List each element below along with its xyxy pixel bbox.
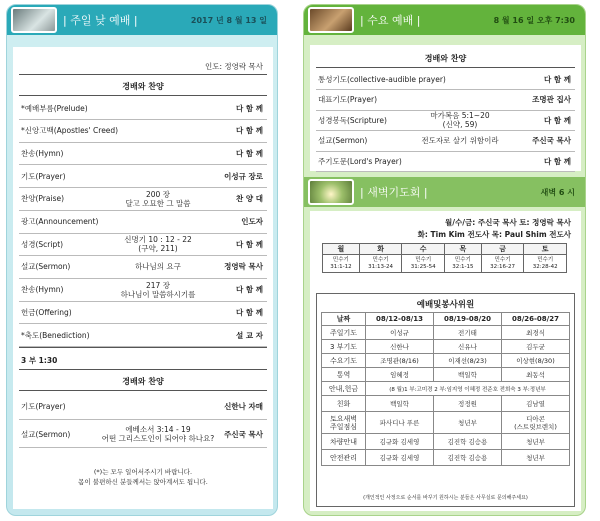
third-service-item-person: 신한나 자매 — [224, 401, 263, 411]
sunday-item-row — [13, 120, 273, 142]
sunday-item-label: 찬송(Hymn) — [21, 285, 64, 295]
sunday-item-row — [13, 97, 273, 119]
reading-cell: 민수기 31:1-12 — [323, 255, 360, 273]
divider — [19, 95, 267, 96]
wednesday-section-title: 경배와 찬양 — [424, 54, 467, 63]
divider — [19, 347, 267, 348]
sunday-header-title: | 주일 낮 예배 | — [63, 14, 138, 27]
sunday-item-row — [13, 324, 273, 346]
sunday-item-person: 다 함 께 — [236, 285, 263, 295]
wooden-cross-thumbnail — [308, 7, 354, 33]
wednesday-item-detail: 마가복음 5:1~20 (신약, 59) — [430, 111, 490, 129]
dawn-header-time: 새벽 6 시 — [540, 187, 575, 197]
section-title: 경배와 찬양 — [122, 82, 164, 91]
volunteer-row — [322, 313, 570, 326]
wednesday-item-label: 주기도문(Lord's Prayer) — [318, 156, 402, 166]
wednesday-item-label: 통성기도(collective-audible prayer) — [318, 74, 446, 84]
third-service-item-person: 주신국 목사 — [224, 429, 263, 439]
sunday-item-label: 찬송(Hymn) — [21, 148, 64, 158]
volunteer-row — [322, 354, 570, 368]
divider — [19, 74, 267, 75]
sunday-item-detail: 217 장 하나님이 말씀하시기를 — [120, 280, 196, 299]
weekday-heading: 금 — [481, 244, 524, 255]
sunday-item-label: 설교(Sermon) — [21, 262, 71, 272]
wednesday-item-person: 다 함 께 — [544, 115, 571, 125]
row-divider — [19, 419, 267, 420]
divider — [316, 67, 575, 68]
sunday-item-person: 이성규 장로 — [224, 171, 263, 181]
weekday-heading: 월 — [323, 244, 360, 255]
volunteer-role: 통역 — [322, 368, 366, 382]
wednesday-item-detail: 전도자로 살기 위함이라 — [421, 136, 499, 145]
volunteer-name: 청년부 — [501, 450, 569, 466]
wednesday-item-person: 다 함 께 — [544, 74, 571, 84]
sunday-item-person: 다 함 께 — [236, 148, 263, 158]
sunday-item-row — [13, 142, 273, 164]
wednesday-item-row — [310, 151, 581, 171]
volunteer-name: 이재선(8/23) — [433, 354, 501, 368]
wednesday-header-date: 8 월 16 일 오후 7:30 — [493, 15, 575, 25]
row-divider — [316, 171, 575, 172]
volunteer-name: 청년부 — [501, 434, 569, 450]
wednesday-header-title: | 수요 예배 | — [360, 14, 421, 27]
volunteer-role: 날짜 — [322, 313, 366, 326]
weekday-services-panel — [303, 4, 586, 516]
sunday-item-row — [13, 301, 273, 323]
volunteer-row — [322, 412, 570, 434]
sunday-item-person: 다 함 께 — [236, 239, 263, 249]
sunday-item-person: 설 교 자 — [236, 330, 263, 340]
volunteer-name: 이상현(8/30) — [501, 354, 569, 368]
third-service-item-row — [13, 421, 273, 447]
sunday-item-person: 다 함 께 — [236, 126, 263, 136]
volunteer-row — [322, 450, 570, 466]
volunteers-footnote: (개인적인 사정으로 순서를 바꾸기 원하시는 분들은 사무실로 문의해주세요) — [363, 495, 528, 501]
volunteer-role: 수요기도 — [322, 354, 366, 368]
sunday-item-row — [13, 188, 273, 210]
third-service-item-detail: 에베소서 3:14 - 19 어떤 그리스도인이 되어야 하나요? — [101, 425, 215, 443]
sunday-item-detail: 신명기 10 : 12 - 22 (구약, 211) — [124, 235, 192, 254]
sunday-order-sheet — [13, 47, 273, 509]
volunteer-row — [322, 434, 570, 450]
dawn-reading-table — [322, 243, 567, 273]
divider — [19, 390, 267, 391]
volunteer-row — [322, 340, 570, 354]
reading-cell: 민수기 31:25-54 — [402, 255, 445, 273]
divider — [19, 369, 267, 370]
volunteer-role: 토요새벽 주일점심 — [322, 412, 366, 434]
volunteer-name: 김남열 — [501, 396, 569, 412]
third-service-time: 3 부 1:30 — [21, 355, 58, 365]
sunday-item-person: 다 함 께 — [236, 307, 263, 317]
volunteer-name: 08/12-08/13 — [366, 313, 434, 326]
volunteer-name: 김두균 — [501, 340, 569, 354]
dawn-prayer-header — [304, 177, 585, 207]
dawn-leaders-line1: 월/수/금: 주신국 목사 토: 정영락 목사 — [445, 217, 571, 227]
volunteers-box — [316, 293, 575, 507]
volunteer-role: 3 부기도 — [322, 340, 366, 354]
volunteers-title: 예배및봉사위원 — [416, 300, 475, 310]
volunteer-name: 08/26-08/27 — [501, 313, 569, 326]
reading-cell: 민수기 32:28-42 — [524, 255, 567, 273]
sunday-item-detail: 200 장 달고 오묘한 그 말씀 — [125, 189, 191, 208]
weekday-heading: 화 — [359, 244, 402, 255]
sunday-item-label: 기도(Prayer) — [21, 171, 66, 181]
guide-row — [322, 382, 570, 396]
sunday-item-person: 찬 양 대 — [236, 194, 263, 204]
sunday-item-detail: 하나님의 요구 — [135, 262, 181, 272]
dawn-header-title: | 새벽기도회 | — [360, 186, 428, 199]
footnote-stand: (*)는 모두 일어서주시기 바랍니다. — [93, 468, 193, 476]
volunteer-name: 김진학 김승용 — [433, 434, 501, 450]
volunteer-role: 주일기도 — [322, 326, 366, 340]
sunday-header — [7, 5, 277, 35]
sunday-item-row — [13, 211, 273, 233]
wednesday-item-row — [310, 110, 581, 130]
sunday-item-person: 정영락 목사 — [224, 262, 263, 272]
wednesday-item-row — [310, 131, 581, 151]
volunteer-row — [322, 396, 570, 412]
guide-text: (8 월)1 부:고미경 2 부:임지영 이혜정 전준호 전희숙 3 부:정년부 — [366, 382, 570, 396]
volunteer-name: 신한나 — [366, 340, 434, 354]
volunteer-name: 조명관(8/16) — [366, 354, 434, 368]
volunteer-role: 안전관리 — [322, 450, 366, 466]
sunday-item-label: *신앙고백(Apostles' Creed) — [21, 126, 119, 136]
volunteer-row — [322, 326, 570, 340]
weekday-heading: 토 — [524, 244, 567, 255]
volunteer-name: 파사디나 푸른 — [366, 412, 434, 434]
sunday-item-label: 성경(Script) — [21, 239, 64, 249]
reading-cell: 민수기 32:16-27 — [481, 255, 524, 273]
weekday-heading: 수 — [402, 244, 445, 255]
wednesday-item-row — [310, 90, 581, 110]
sunday-item-person: 인도자 — [241, 217, 263, 226]
wednesday-item-person: 다 함 께 — [544, 156, 571, 166]
volunteer-name: 임혜정 — [366, 368, 434, 382]
sunday-item-row — [13, 279, 273, 301]
reading-cell: 민수기 31:13-24 — [359, 255, 402, 273]
volunteer-role: 차량안내 — [322, 434, 366, 450]
sunday-item-row — [13, 165, 273, 187]
guide-label: 안내,헌금 — [322, 382, 366, 396]
wednesday-item-person: 주신국 목사 — [532, 136, 571, 145]
wednesday-header — [304, 5, 585, 35]
wednesday-item-row — [310, 69, 581, 89]
weekday-heading: 목 — [444, 244, 481, 255]
reading-cell: 민수기 32:1-15 — [444, 255, 481, 273]
volunteer-name: 정정원 — [433, 396, 501, 412]
volunteer-name: 최경식 — [501, 326, 569, 340]
volunteer-name: 08/19-08/20 — [433, 313, 501, 326]
sunday-item-person: 다 함 께 — [236, 103, 263, 113]
volunteer-name: 백일학 — [366, 396, 434, 412]
sunday-item-row — [13, 256, 273, 278]
section-title-2: 경배와 찬양 — [122, 377, 164, 386]
volunteer-name: 전기태 — [433, 326, 501, 340]
volunteer-name: 김규화 김세영 — [366, 450, 434, 466]
volunteers-table — [321, 312, 570, 466]
volunteer-name: 김진학 김승용 — [433, 450, 501, 466]
presider-text: 인도: 정영락 목사 — [204, 61, 263, 71]
dawn-and-volunteers-sheet — [310, 211, 581, 511]
dawn-leaders-line2: 화: Tim Kim 전도사 목: Paul Shim 전도사 — [417, 229, 571, 239]
cross-photo-thumbnail — [11, 7, 57, 33]
footnote-sit: 몸이 불편하신 분들께서는 앉아계셔도 됩니다. — [78, 478, 208, 486]
sunday-item-label: *예배부름(Prelude) — [21, 103, 88, 113]
volunteer-name: 김규화 김세영 — [366, 434, 434, 450]
volunteer-name: 백일학 — [433, 368, 501, 382]
wednesday-item-label: 대표기도(Prayer) — [318, 95, 378, 104]
sunday-service-panel — [6, 4, 278, 516]
wednesday-item-label: 설교(Sermon) — [318, 136, 368, 145]
wednesday-item-person: 조명관 집사 — [532, 95, 571, 104]
wednesday-item-label: 성경봉독(Scripture) — [318, 115, 387, 125]
volunteer-name: 이성규 — [366, 326, 434, 340]
sunday-item-row — [13, 233, 273, 255]
sunday-item-label: *축도(Benediction) — [21, 330, 90, 340]
sunday-item-label: 헌금(Offering) — [21, 307, 72, 317]
volunteer-name: 최동석 — [501, 368, 569, 382]
sunday-header-date: 2017 년 8 월 13 일 — [190, 15, 267, 25]
wednesday-order-sheet — [310, 45, 581, 171]
row-divider — [19, 447, 267, 448]
volunteer-role: 친화 — [322, 396, 366, 412]
volunteer-name: 청년부 — [433, 412, 501, 434]
volunteer-name: 디아콘 (스트릿브렌치) — [501, 412, 569, 434]
third-service-item-label: 기도(Prayer) — [21, 401, 66, 411]
sunday-item-label: 광고(Announcement) — [21, 217, 99, 226]
sunday-item-label: 찬양(Praise) — [21, 194, 65, 204]
third-service-item-label: 설교(Sermon) — [21, 429, 71, 439]
volunteer-name: 신유나 — [433, 340, 501, 354]
volunteer-row — [322, 368, 570, 382]
third-service-item-row — [13, 393, 273, 419]
candle-thumbnail — [308, 179, 354, 205]
